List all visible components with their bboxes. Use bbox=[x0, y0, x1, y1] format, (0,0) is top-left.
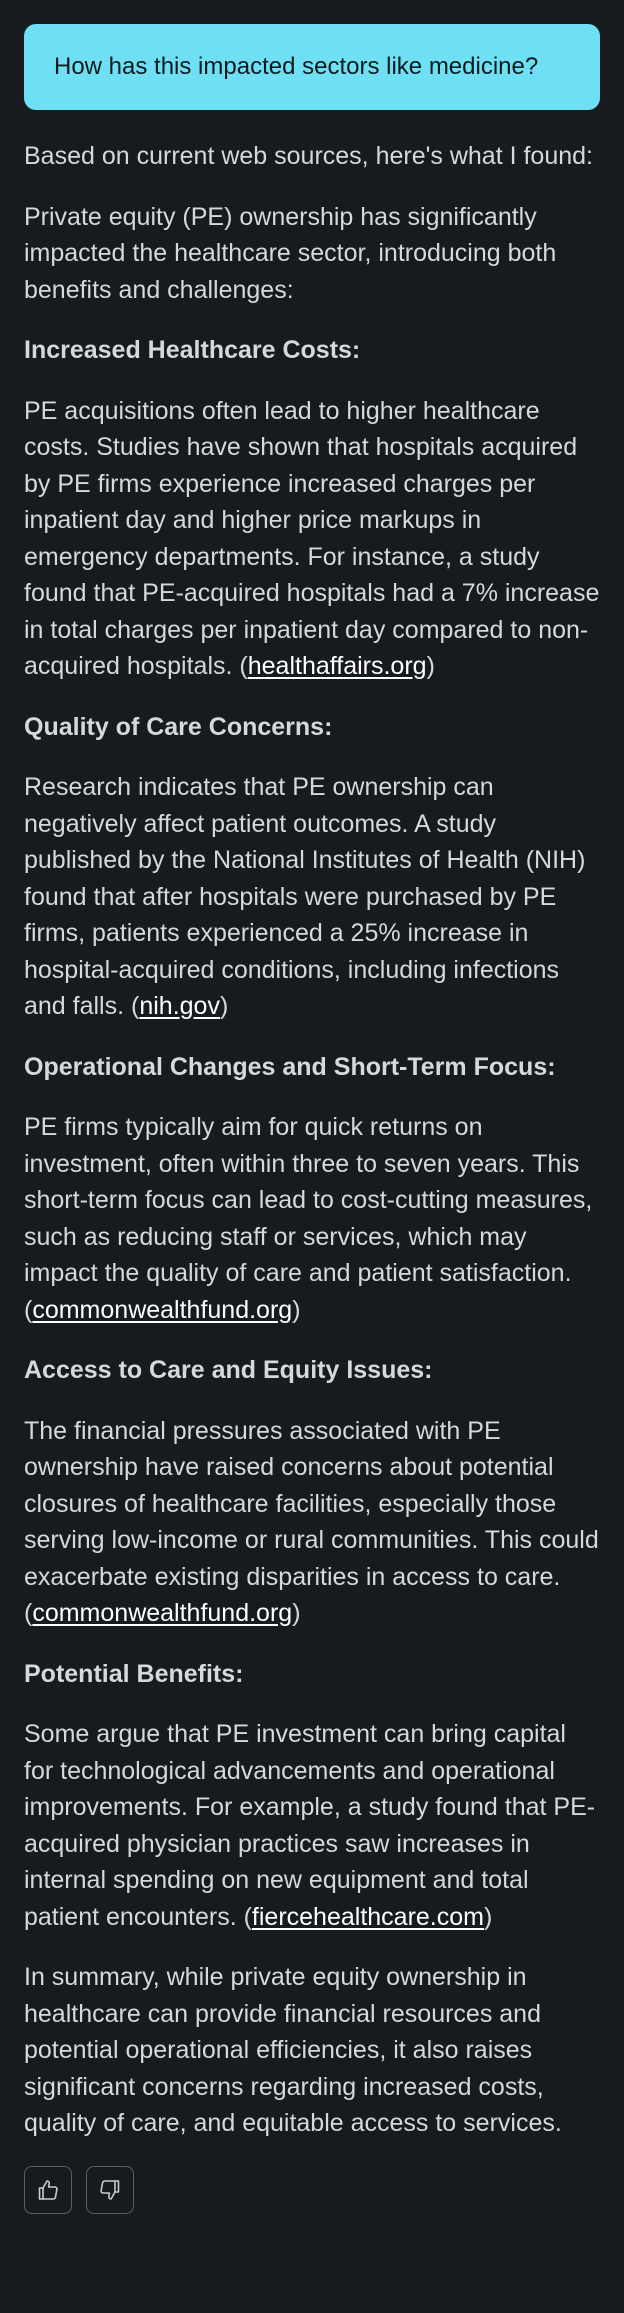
response-overview: Private equity (PE) ownership has significantly impacted the healthcare sector, introducing both benefits and challenges: bbox=[24, 202, 557, 304]
section-heading-operational: Operational Changes and Short-Term Focus: bbox=[24, 1052, 556, 1081]
thumbs-up-button[interactable] bbox=[24, 2166, 72, 2214]
response-intro: Based on current web sources, here's what I found: bbox=[24, 142, 593, 170]
source-link-fiercehealthcare[interactable]: fiercehealthcare.com bbox=[251, 1902, 484, 1931]
source-link-commonwealthfund-2[interactable]: commonwealthfund.org bbox=[32, 1599, 293, 1627]
section-heading-access: Access to Care and Equity Issues: bbox=[24, 1356, 433, 1384]
section-heading-quality: Quality of Care Concerns: bbox=[24, 712, 333, 741]
user-message-bubble bbox=[24, 24, 600, 110]
user-message-text: How has this impacted sectors like medicine? bbox=[54, 53, 539, 80]
section-text-quality: Research indicates that PE ownership can negatively affect patient outcomes. A study published by the National Institutes of Health (NIH) found that after hospitals were purchased by PE firms, patients experienced a 25% increase in hospital-acquired conditions, including infections and falls. (nih.gov) bbox=[24, 773, 586, 1020]
feedback-bar bbox=[24, 2166, 600, 2214]
thumbs-down-button[interactable] bbox=[86, 2166, 134, 2214]
section-text-operational: PE firms typically aim for quick returns on investment, often within three to seven years. This short-term focus can lead to cost-cutting measures, such as reducing staff or services, which may impact the quality of care and patient satisfaction. (commonwealthfund.org) bbox=[24, 1113, 593, 1324]
source-link-nih[interactable]: nih.gov bbox=[139, 992, 220, 1020]
thumbs-down-icon bbox=[98, 2178, 122, 2202]
source-link-commonwealthfund[interactable]: commonwealthfund.org bbox=[32, 1295, 293, 1324]
response-summary: In summary, while private equity ownership in healthcare can provide financial resources and potential operational efficiencies, it also raises significant concerns regarding increased costs, quality of care, and equitable access to services. bbox=[24, 1963, 562, 2137]
section-text-costs: PE acquisitions often lead to higher healthcare costs. Studies have shown that hospitals acquired by PE firms experience increased charges per inpatient day and higher price markups in emergency departments. For instance, a study found that PE-acquired hospitals had a 7% increase in total charges per inpatient day compared to non-acquired hospitals. (healthaffairs.org) bbox=[24, 396, 600, 680]
assistant-response bbox=[24, 138, 600, 2142]
section-heading-costs: Increased Healthcare Costs: bbox=[24, 336, 361, 364]
thumbs-up-icon bbox=[36, 2178, 60, 2202]
section-text-access: The financial pressures associated with PE ownership have raised concerns about potential closures of healthcare facilities, especially those serving low-income or rural communities. This could exacerbate existing disparities in access to care. (commonwealthfund.org) bbox=[24, 1416, 599, 1627]
section-text-benefits: Some argue that PE investment can bring capital for technological advancements and operational improvements. For example, a study found that PE-acquired physician practices saw increases in internal spending on new equipment and total patient encounters. (fiercehealthcare.com) bbox=[24, 1720, 596, 1931]
section-heading-benefits: Potential Benefits: bbox=[24, 1659, 244, 1688]
source-link-healthaffairs[interactable]: healthaffairs.org bbox=[247, 652, 427, 680]
